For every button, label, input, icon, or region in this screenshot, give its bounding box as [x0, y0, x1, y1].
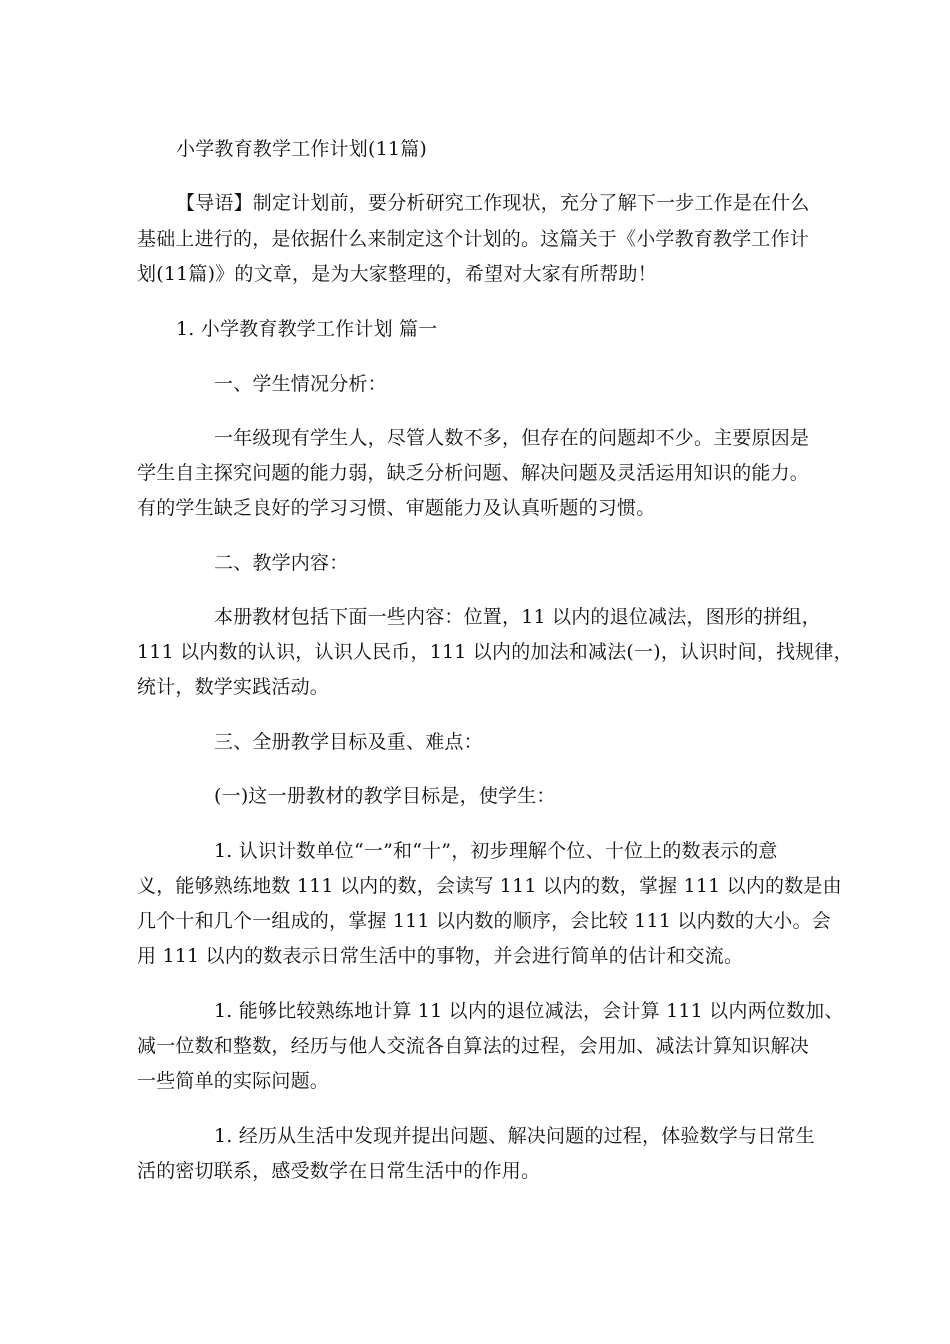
paragraph-line: 有的学生缺乏良好的学习习惯、审题能力及认真听题的习惯。: [137, 497, 656, 519]
list-item-line: 活的密切联系，感受数学在日常生活中的作用。: [137, 1160, 541, 1182]
paragraph-line: 111 以内数的认识，认识人民币，111 以内的加法和减法(一)，认识时间，找规律，: [137, 641, 853, 663]
list-item-line: 几个十和几个一组成的，掌握 111 以内数的顺序，会比较 111 以内数的大小。会: [137, 910, 831, 932]
paragraph-line: 学生自主探究问题的能力弱，缺乏分析问题、解决问题及灵活运用知识的能力。: [137, 462, 810, 484]
paragraph-line: 统计，数学实践活动。: [137, 676, 330, 698]
list-item-line: 义，能够熟练地数 111 以内的数，会读写 111 以内的数，掌握 111 以内的数是由: [137, 875, 842, 897]
list-item-line: 1. 经历从生活中发现并提出问题、解决问题的过程，体验数学与日常生: [214, 1125, 815, 1147]
list-item-line: 一些简单的实际问题。: [137, 1070, 330, 1092]
heading-teaching-content: 二、教学内容：: [214, 552, 349, 574]
list-item-line: 1. 能够比较熟练地计算 11 以内的退位减法，会计算 111 以内两位数加、: [214, 1000, 844, 1022]
section-heading: 1. 小学教育教学工作计划 篇一: [176, 318, 438, 340]
list-item-line: 用 111 以内的数表示日常生活中的事物，并会进行简单的估计和交流。: [137, 945, 744, 967]
list-item-line: 1. 认识计数单位“一”和“十”，初步理解个位、十位上的数表示的意: [214, 840, 778, 862]
intro-line: 【导语】制定计划前，要分析研究工作现状，充分了解下一步工作是在什么: [176, 192, 810, 214]
paragraph-line: 本册教材包括下面一些内容：位置，11 以内的退位减法，图形的拼组，: [214, 606, 821, 628]
intro-line: 基础上进行的，是依据什么来制定这个计划的。这篇关于《小学教育教学工作计: [137, 228, 810, 250]
subheading-goals: (一)这一册教材的教学目标是，使学生：: [214, 785, 556, 807]
heading-goals: 三、全册教学目标及重、难点：: [214, 731, 483, 753]
intro-line: 划(11篇)》的文章，是为大家整理的，希望对大家有所帮助！: [137, 263, 657, 285]
heading-student-analysis: 一、学生情况分析：: [214, 373, 387, 395]
paragraph-line: 一年级现有学生人，尽管人数不多，但存在的问题却不少。主要原因是: [214, 427, 810, 449]
list-item-line: 减一位数和整数，经历与他人交流各自算法的过程，会用加、减法计算知识解决: [137, 1035, 810, 1057]
document-title: 小学教育教学工作计划(11篇): [176, 138, 428, 160]
